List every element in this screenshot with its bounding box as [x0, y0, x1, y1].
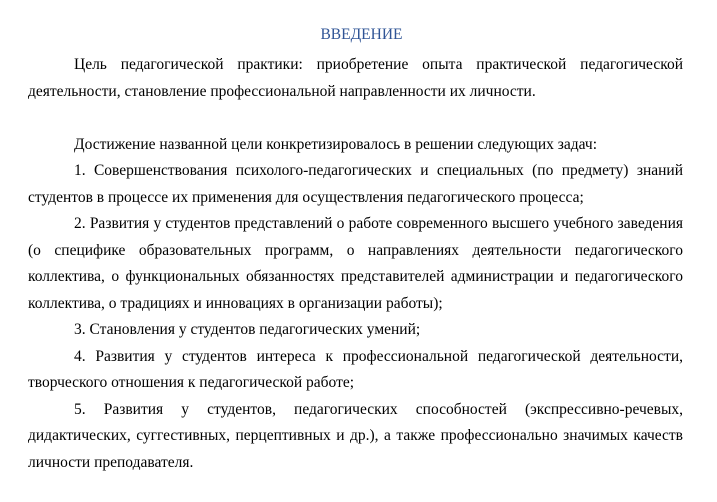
task-item-2: 2. Развития у студентов представлений о работе современного высшего учебного заведения (о специфике образовательных программ, о направлениях деятельности педагогического коллектива, о функциональных обязанностях представителей администрации и педагогического коллектива, о традициях и инновациях в организации работы); — [28, 215, 683, 312]
goal-paragraph: Цель педагогической практики: приобретение опыта практической педагогической деятельности, становление профессиональной направленности их личности. — [28, 56, 683, 100]
paragraph-spacer — [28, 105, 683, 132]
task-item-4: 4. Развития у студентов интереса к профессиональной педагогической деятельности, творческого отношения к педагогической работе; — [28, 347, 683, 391]
document-page — [28, 0, 683, 476]
section-heading: ВВЕДЕНИЕ — [320, 26, 403, 43]
task-item-1: 1. Совершенствования психолого-педагогических и специальных (по предмету) знаний студентов в процессе их применения для осуществления педагогического процесса; — [28, 162, 683, 206]
task-item-5: 5. Развития у студентов, педагогических способностей (экспрессивно-речевых, дидактических, суггестивных, перцептивных и др.), а также профессионально значимых качеств личности преподавателя. — [28, 400, 683, 471]
tasks-intro-paragraph: Достижение названной цели конкретизировалось в решении следующих задач: — [74, 135, 598, 153]
task-item-3: 3. Становления у студентов педагогических умений; — [74, 321, 421, 338]
